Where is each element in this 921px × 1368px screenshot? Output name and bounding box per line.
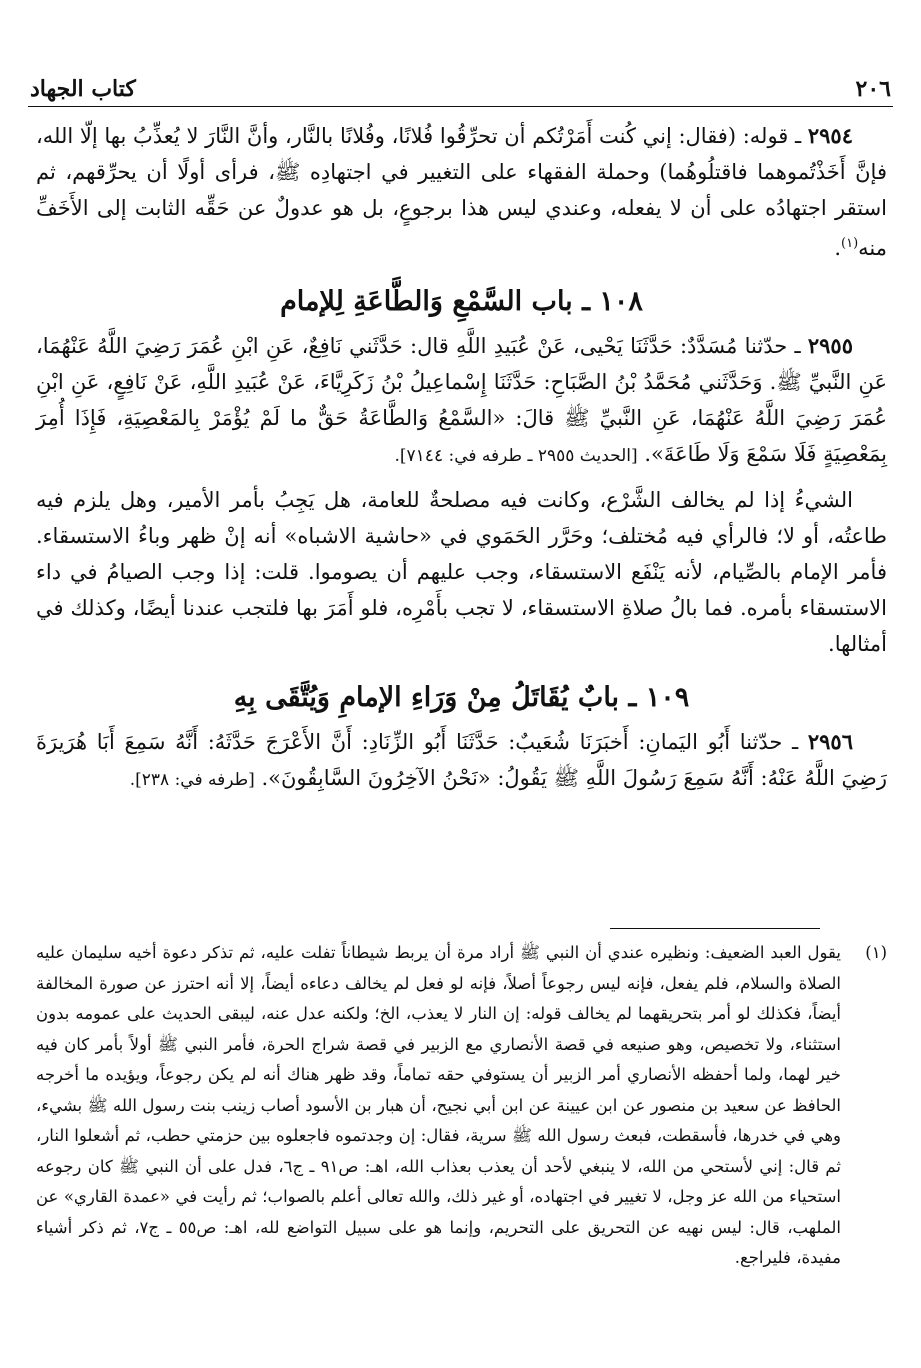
page-number: ٢٠٦ bbox=[855, 76, 891, 102]
footnote-marker: (١) bbox=[865, 943, 887, 962]
hadith-text: ـ حدّثنا أَبُو اليَمانِ: أَخبَرَنَا شُعَيبٌ: حَدَّثَنَا أَبُو الزِّنَادِ: أَنَّ الأَعْرَجَ حَدَّثَهُ: أَنَّهُ سَمِعَ أَبَا هُرَيرَةَ رَضِيَ اللَّهُ عَنْهُ: أَنَّهُ سَمِعَ رَسُولَ اللَّهِ ﷺ يَقُولُ: «نَحْنُ الآخِرُونَ السَّابِقُونَ». bbox=[36, 730, 887, 790]
footnotes bbox=[36, 938, 887, 1274]
hadith-2956 bbox=[36, 724, 887, 798]
chapter-heading-108: ١٠٨ ـ باب السَّمْعِ وَالطَّاعَةِ لِلإمام bbox=[280, 286, 643, 317]
cross-reference: [طرفه في: ٢٣٨]. bbox=[129, 770, 255, 790]
chapter-heading-109: ١٠٩ ـ بابٌ يُقَاتَلُ مِنْ وَرَاءِ الإمامِ وَيُتَّقَى بِهِ bbox=[233, 682, 690, 713]
footnote-divider bbox=[610, 928, 820, 929]
commentary-end: . bbox=[834, 236, 841, 260]
cross-reference: [الحديث ٢٩٥٥ ـ طرفه في: ٧١٤٤]. bbox=[394, 446, 638, 466]
commentary-2955: الشيءُ إذا لم يخالف الشَّرْع، وكانت فيه مصلحةٌ للعامة، هل يَجِبُ بأمر الأمير، وهل يلزم فيه طاعتُه، أو لا؛ فالرأي فيه مُختلف؛ وحَرَّر الحَمَوي في «حاشية الاشباه» أنه إنْ ظهر وباءُ الاستسقاء. فأمر الإمام بالصِّيام، لأنه يَنْفَع الاستسقاء، وجب عليهم أن يصوموا. قلت: إذا وجب الصيامُ في داء الاستسقاء بأمره. فما بالُ صلاةِ الاستسقاء، لا تجب بأَمْرِه، فلو أَمَرَ بها فلتجب عندنا أيضًا، وكذلك في أمثالها. bbox=[36, 488, 887, 656]
commentary-text: ـ قوله: (فقال: إني كُنت أَمَرْتُكم أن تحرِّقُوا فُلانًا، وفُلانًا بالنَّار، وأنَّ النَّارَ لا يُعذِّبُ بها إلّا الله، فإنَّ أَخَذْتُموهما فاقتلُوهُما) وحملة الفقهاء على التغيير في اجتهادِه ﷺ، فرأى أولًا أن يحرِّقهم، ثم استقر اجتهادُه على أن لا يفعله، وعندي ليس هذا برجوعٍ، بل هو عدولٌ عن حَقِّه الثابت إلى الأَخَفِّ منه bbox=[36, 124, 887, 260]
hadith-text: ـ حدّثنا مُسَدَّدٌ: حَدَّثَنَا يَحْيى، عَنْ عُبَيدِ اللَّهِ قال: حَدَّثَني نَافِعٌ، عَنِ ابْنِ عُمَرَ رَضِيَ اللَّهُ عَنْهُمَا، عَنِ النَّبيِّ ﷺ. وَحَدَّثَني مُحَمَّدُ بْنُ الصَّبَاحِ: حَدَّثَنَا إِسْماعِيلُ بْنُ زَكَرِيَّاءَ، عَنْ عُبَيدِ اللَّهِ، عَنْ نَافِعٍ، عَنِ ابْنِ عُمَرَ رَضِيَ اللَّهُ عَنْهُمَا، عَنِ النَّبيِّ ﷺ قالَ: «السَّمْعُ وَالطَّاعَةُ حَقٌّ ما لَمْ يُؤْمَرْ بِالمَعْصِيَةِ، فَإِذَا أُمِرَ بِمَعْصِيَةٍ فَلَا سَمْعَ وَلَا طَاعَةَ». bbox=[36, 334, 887, 466]
footnote-1 bbox=[36, 938, 887, 1274]
footnote-text: يقول العبد الضعيف: ونظيره عندي أن النبي ﷺ أراد مرة أن يربط شيطاناً تفلت عليه، ثم تذكر دعوة أخيه سليمان عليه الصلاة والسلام، فلم يفعل، فإنه ليس رجوعاً أصلاً، فإنه لو فعل لم يخالف دعاءه أيضاً، إلا أنه احترز عن صورة المخالفة أيضاً، فكذلك لو أمر بتحريقهما لم يخالف قوله: إن النار لا يعذب، الخ؛ ولكنه عدل عنه، ليبقى الحديث على عمومه بدون استثناء، ولا تخصيص، وهو صنيعه في قصة الأنصاري مع الزبير في قصة شراج الحرة، فأمر النبي ﷺ أولاً بأمر كان فيه خير لهما، ولما أحفظه الأنصاري أمر الزبير أن يستوفي حقه تماماً، وقد ظهر هناك أنه لم يكن رجوعاً، ويؤيده ما أخرجه الحافظ عن سعيد بن منصور عن ابن عيينة عن ابن أبي نجيح، أن هبار بن الأسود أصاب زينب بنت رسول الله ﷺ بشيء، وهي في خدرها، فأسقطت، فبعث رسول الله ﷺ سرية، فقال: إن وجدتموه فاجعلوه بين حزمتي حطب، ثم أشعلوا النار، ثم قال: إني لأستحي من الله، لا ينبغي لأحد أن يعذب بعذاب الله، اهـ: ص٩١ ـ ج٦، فدل على أن النبي ﷺ كان رجوعه استحياء من الله عز وجل، لا تغيير في اجتهاده، أو غير ذلك، والله تعالى أعلم بالصواب؛ ثم رأيت في «عمدة القاري» عن الملهب، قال: ليس نهيه عن التحريق على التحريم، وإنما هو على سبيل التواضع لله، اهـ: ص٥٥ ـ ج٧، ثم ذكر أشياء مفيدة، فليراجع. bbox=[36, 943, 841, 1267]
running-header bbox=[30, 68, 891, 102]
commentary-2954 bbox=[36, 118, 887, 266]
hadith-number: ٢٩٥٥ bbox=[807, 333, 853, 358]
main-text bbox=[36, 118, 887, 806]
hadith-2955 bbox=[36, 328, 887, 474]
book-title: كتاب الجهاد bbox=[30, 76, 136, 102]
hadith-number: ٢٩٥٦ bbox=[807, 729, 853, 754]
header-divider bbox=[28, 106, 893, 107]
commentary-number: ٢٩٥٤ bbox=[807, 123, 853, 148]
footnote-reference[interactable]: (١) bbox=[841, 236, 859, 251]
